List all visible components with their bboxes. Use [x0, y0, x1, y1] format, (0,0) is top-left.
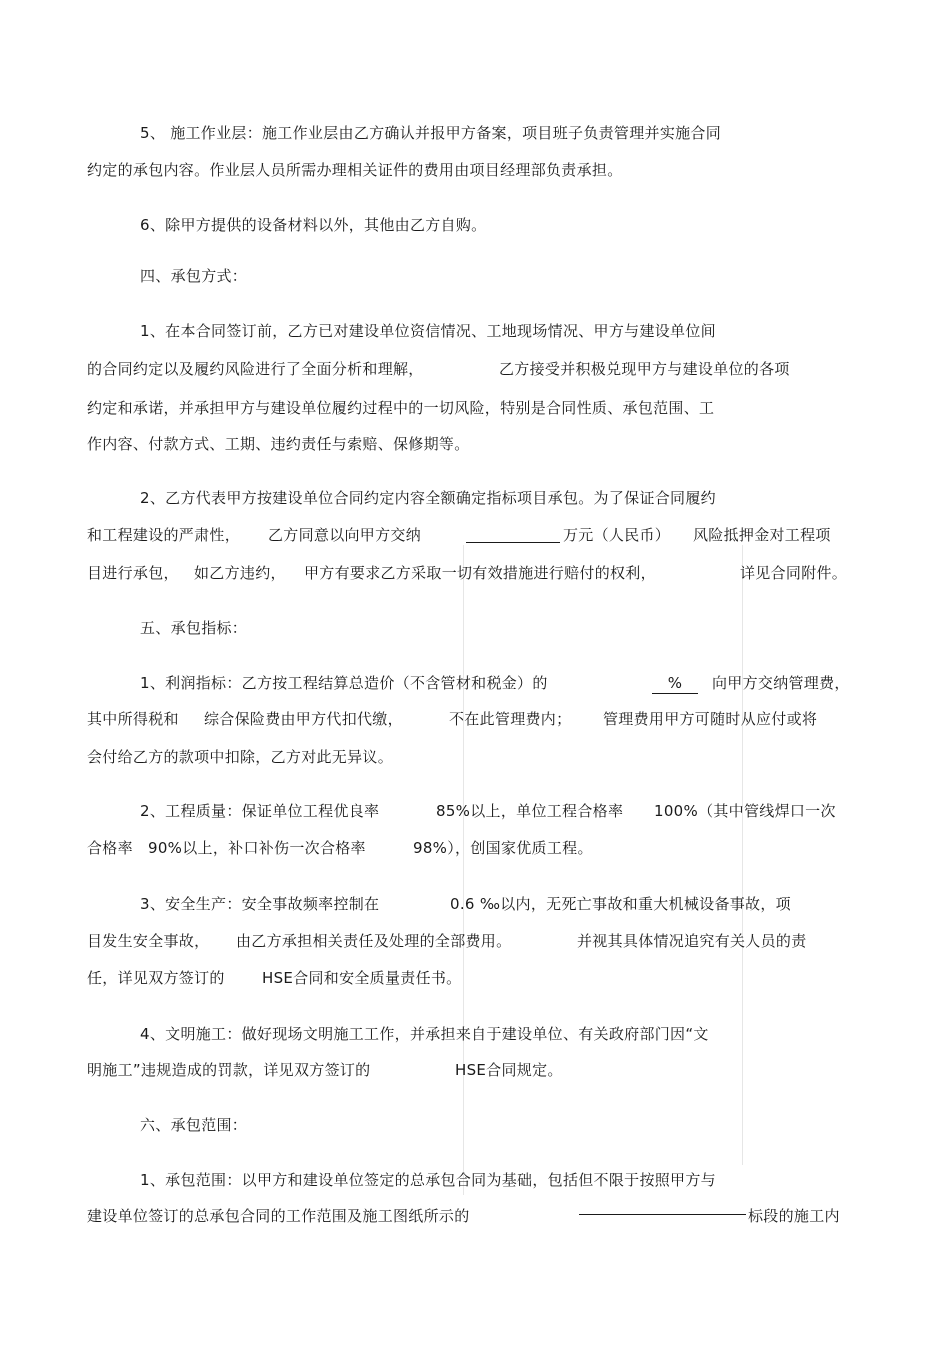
paragraph-line: 会付给乙方的款项中扣除，乙方对此无异议。	[87, 748, 394, 766]
paragraph-line: HSE合同规定。	[455, 1061, 563, 1079]
percent-blank: %	[652, 673, 698, 694]
paragraph-line: 6、除甲方提供的设备材料以外，其他由乙方自购。	[140, 216, 487, 234]
paragraph-line: 98%），创国家优质工程。	[413, 839, 593, 857]
paragraph-line: 0.6 ‰以内，无死亡事故和重大机械设备事故，项	[450, 895, 791, 913]
paragraph-line: 5、 施工作业层：施工作业层由乙方确认并报甲方备案，项目班子负责管理并实施合同	[140, 124, 722, 142]
paragraph-line: 作内容、付款方式、工期、违约责任与索赔、保修期等。	[87, 435, 470, 453]
paragraph-line: 90%以上，补口补伤一次合格率	[148, 839, 366, 857]
paragraph-line: 85%以上，单位工程合格率	[436, 802, 624, 820]
amount-blank	[466, 526, 560, 543]
paragraph-line: 100%（其中管线焊口一次	[654, 802, 836, 820]
paragraph-line: 详见合同附件。	[740, 564, 848, 582]
paragraph-line: 合格率	[87, 839, 133, 857]
paragraph-line: 目发生安全事故，	[87, 932, 210, 950]
section-heading: 六、承包范围：	[140, 1116, 248, 1134]
paragraph-line: 1、在本合同签订前，乙方已对建设单位资信情况、工地现场情况、甲方与建设单位间	[140, 322, 716, 340]
paragraph-line: 并视其具体情况追究有关人员的责	[577, 932, 807, 950]
scan-artifact-line	[742, 545, 743, 1165]
paragraph-line: 4、文明施工：做好现场文明施工工作，并承担来自于建设单位、有关政府部门因“文	[140, 1025, 709, 1043]
paragraph-line: 由乙方承担相关责任及处理的全部费用。	[236, 932, 512, 950]
paragraph-line: 其中所得税和	[87, 710, 179, 728]
paragraph-line: 的合同约定以及履约风险进行了全面分析和理解，	[87, 360, 424, 378]
paragraph-line: 和工程建设的严肃性，	[87, 526, 241, 544]
paragraph-line: 2、乙方代表甲方按建设单位合同约定内容全额确定指标项目承包。为了保证合同履约	[140, 489, 716, 507]
paragraph-line: 乙方同意以向甲方交纳	[268, 526, 422, 544]
paragraph-line: 万元（人民币）	[563, 526, 671, 544]
paragraph-line: 标段的施工内	[748, 1207, 840, 1225]
paragraph-line: 不在此管理费内；	[449, 710, 572, 728]
paragraph-line: 如乙方违约，	[194, 564, 286, 582]
paragraph-line: 目进行承包，	[87, 564, 179, 582]
paragraph-line: 1、利润指标：乙方按工程结算总造价（不含管材和税金）的	[140, 674, 548, 692]
paragraph-line: 任，详见双方签订的	[87, 969, 225, 987]
paragraph-line: 综合保险费由甲方代扣代缴，	[204, 710, 403, 728]
paragraph-line: 风险抵押金对工程项	[693, 526, 831, 544]
scan-artifact-line	[463, 545, 464, 1195]
section-heading: 五、承包指标：	[140, 619, 248, 637]
paragraph-line: HSE合同和安全质量责任书。	[262, 969, 462, 987]
paragraph-line: 3、安全生产：安全事故频率控制在	[140, 895, 380, 913]
paragraph-line: 约定的承包内容。作业层人员所需办理相关证件的费用由项目经理部负责承担。	[87, 161, 623, 179]
paragraph-line: 明施工”违规造成的罚款，详见双方签订的	[87, 1061, 371, 1079]
paragraph-line: 向甲方交纳管理费，	[712, 674, 850, 692]
paragraph-line: 甲方有要求乙方采取一切有效措施进行赔付的权利，	[304, 564, 656, 582]
paragraph-line: 建设单位签订的总承包合同的工作范围及施工图纸所示的	[87, 1207, 470, 1225]
paragraph-line: 1、承包范围：以甲方和建设单位签定的总承包合同为基础，包括但不限于按照甲方与	[140, 1171, 716, 1189]
paragraph-line: 约定和承诺，并承担甲方与建设单位履约过程中的一切风险，特别是合同性质、承包范围、工	[87, 399, 715, 417]
paragraph-line: 乙方接受并积极兑现甲方与建设单位的各项	[499, 360, 790, 378]
paragraph-line: 管理费用甲方可随时从应付或将	[603, 710, 818, 728]
paragraph-line: 2、工程质量：保证单位工程优良率	[140, 802, 380, 820]
section-blank	[579, 1198, 746, 1215]
section-heading: 四、承包方式：	[140, 267, 248, 285]
